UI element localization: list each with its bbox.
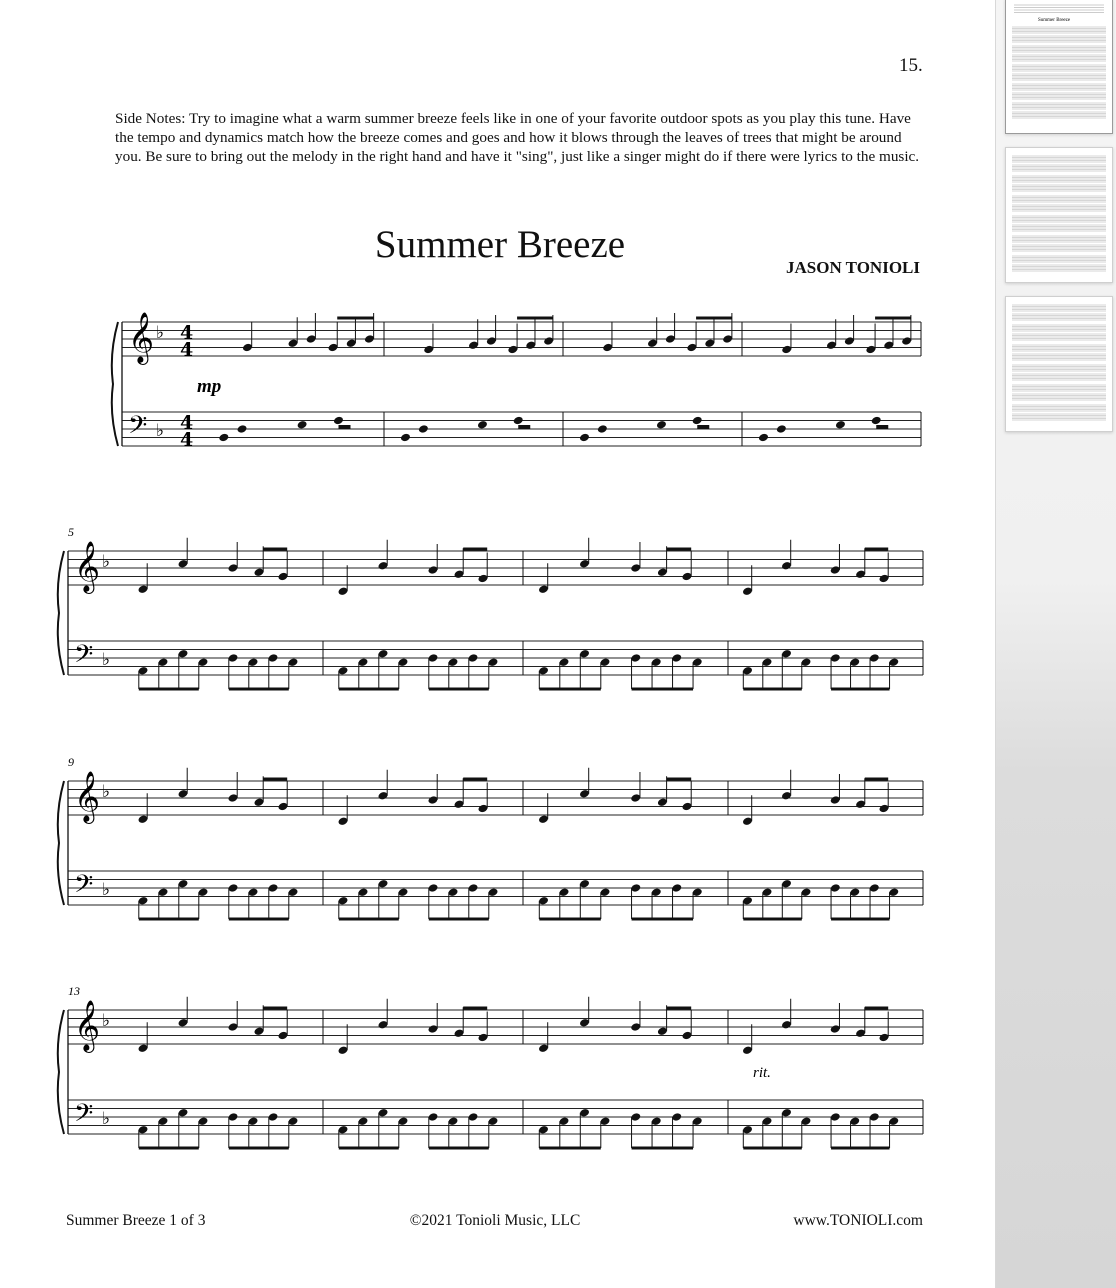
footer-copyright: ©2021 Tonioli Music, LLC: [409, 1212, 581, 1229]
thumbnail-page-1[interactable]: [1005, 0, 1113, 134]
brace: [58, 781, 64, 905]
note-head: [776, 424, 787, 434]
note-head: [400, 433, 411, 443]
music-system-4: [58, 997, 923, 1148]
key-flat: ♭: [156, 421, 165, 441]
brace: [58, 551, 64, 675]
bass-clef: 𝄢: [74, 1099, 94, 1134]
key-flat: ♭: [102, 552, 111, 572]
music-system-2: [58, 538, 923, 689]
thumbnail-page-3-preview: [1006, 297, 1112, 431]
key-flat: ♭: [156, 323, 165, 343]
thumbnail-page-1-preview: [1006, 0, 1112, 133]
time-signature-bottom: 4: [180, 339, 194, 361]
note-head: [477, 420, 488, 430]
time-signature-bottom: 4: [180, 429, 194, 451]
bass-clef: 𝄢: [128, 411, 148, 446]
measure-number-9: 9: [68, 755, 74, 769]
page-number: 15.: [899, 55, 923, 76]
key-flat: ♭: [102, 1011, 111, 1031]
half-rest: [697, 425, 709, 429]
footer-page-label: Summer Breeze 1 of 3: [66, 1212, 206, 1229]
thumbnail-page-2[interactable]: [1005, 147, 1113, 283]
note-head: [871, 416, 882, 426]
tempo-marking: rit.: [753, 1065, 771, 1081]
thumbnail-page-3[interactable]: [1005, 296, 1113, 432]
note-head: [513, 416, 524, 426]
piece-title: Summer Breeze: [374, 223, 626, 266]
treble-clef: 𝄞: [128, 312, 155, 363]
time-signature-top: 4: [180, 412, 194, 434]
thumbnail-page-1-title: Summer Breeze: [1038, 18, 1071, 23]
bass-clef: 𝄢: [74, 870, 94, 905]
time-signature-top: 4: [180, 322, 194, 344]
measure-number-13: 13: [68, 984, 80, 998]
footer-website: www.TONIOLI.com: [793, 1212, 923, 1229]
key-flat: ♭: [102, 782, 111, 802]
bass-clef: 𝄢: [74, 640, 94, 675]
half-rest: [518, 425, 530, 429]
note-head: [758, 433, 769, 443]
half-rest: [339, 425, 351, 429]
brace: [58, 1010, 64, 1134]
music-system-3: [58, 768, 923, 919]
treble-clef: 𝄞: [74, 541, 101, 592]
key-flat: ♭: [102, 1109, 111, 1129]
note-head: [237, 424, 248, 434]
music-score: [0, 290, 995, 1190]
note-head: [218, 433, 229, 443]
note-head: [835, 420, 846, 430]
note-head: [692, 416, 703, 426]
treble-clef: 𝄞: [74, 1000, 101, 1051]
treble-clef: 𝄞: [74, 771, 101, 822]
note-head: [579, 433, 590, 443]
note-head: [333, 416, 344, 426]
note-head: [597, 424, 608, 434]
key-flat: ♭: [102, 650, 111, 670]
key-flat: ♭: [102, 880, 111, 900]
note-head: [297, 420, 308, 430]
measure-number-5: 5: [68, 525, 74, 539]
music-system-1: [112, 312, 921, 451]
side-notes: Side Notes: Try to imagine what a warm summer breeze feels like in one of your favorite outdoor spots as you play this tune. Have the tempo and dynamics match how the breeze comes and goes and how it blows through the leaves of trees that might be around you. Be sure to bring out the melody in the right hand and have it "sing", just like a singer might do if there were lyrics to the music.: [115, 110, 920, 165]
brace: [112, 322, 118, 446]
note-head: [656, 420, 667, 430]
composer-name: JASON TONIOLI: [786, 258, 920, 277]
half-rest: [876, 425, 888, 429]
note-head: [418, 424, 429, 434]
thumbnail-page-2-preview: [1006, 148, 1112, 282]
dynamic-marking: mp: [197, 376, 222, 397]
